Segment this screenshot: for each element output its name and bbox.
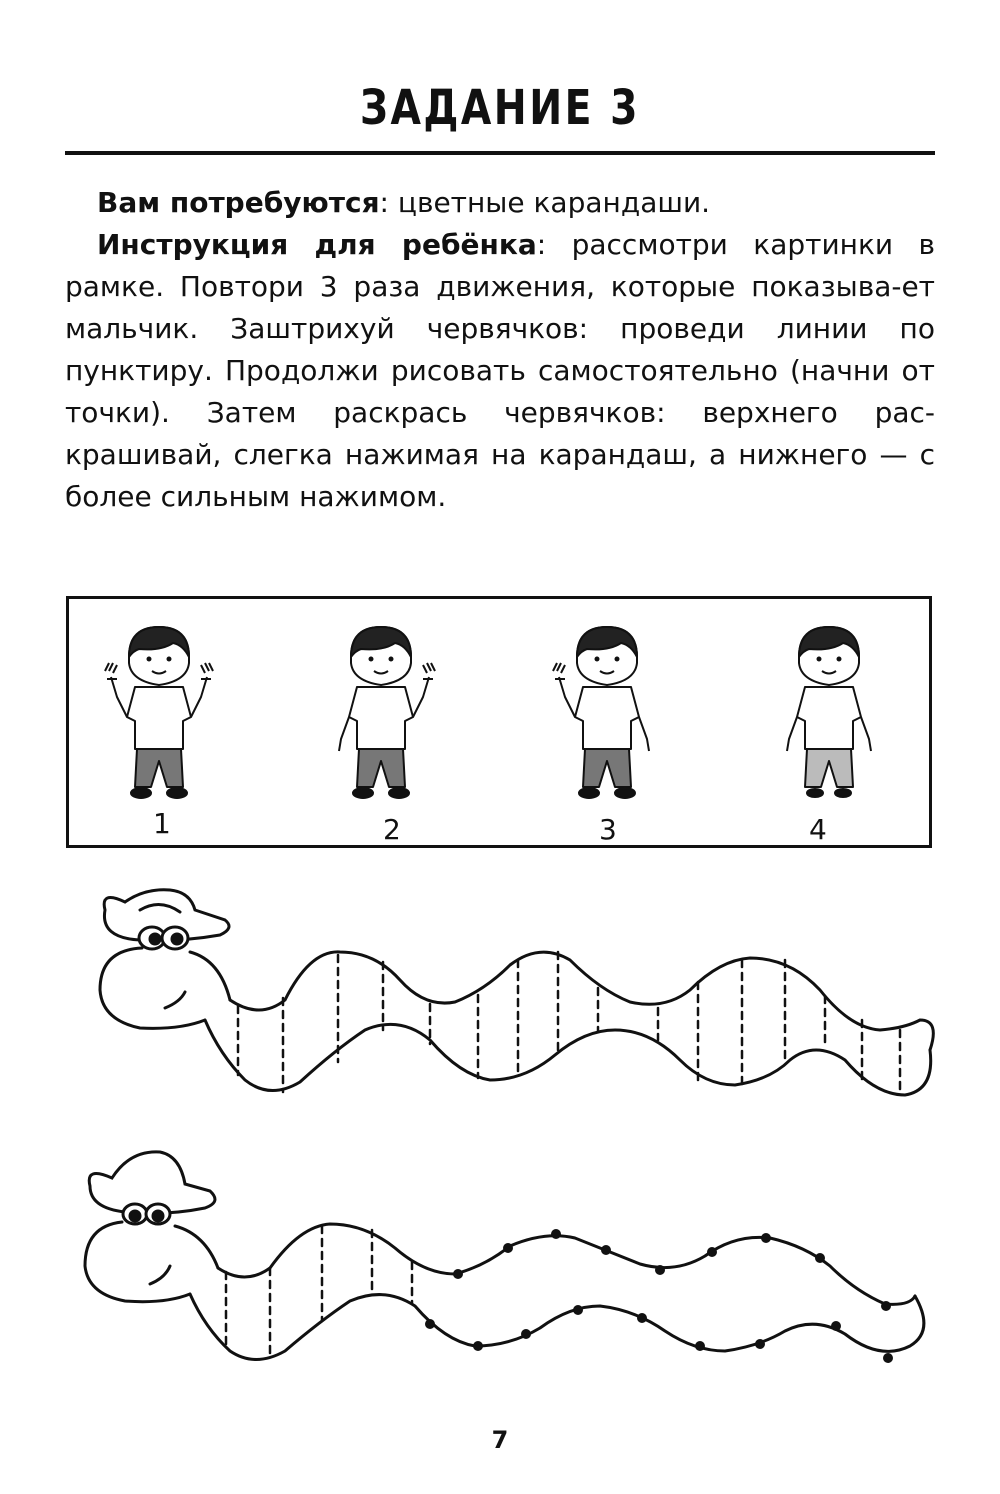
- instruction-paragraph: [65, 224, 935, 518]
- materials-text: : цветные карандаши.: [379, 186, 711, 219]
- instruction-label: Инструкция для ребёнка: [97, 228, 537, 261]
- figure-number-1: 1: [153, 807, 171, 840]
- figure-number-3: 3: [599, 813, 617, 846]
- boy-figure-4: [769, 621, 889, 806]
- worm-bottom: [0, 1146, 1000, 1386]
- page-number: 7: [491, 1426, 509, 1454]
- page-title: ЗАДАНИЕ 3: [360, 80, 640, 136]
- boy-figure-1: [99, 621, 219, 806]
- title-divider: [65, 151, 935, 155]
- boy-figure-3: [547, 621, 667, 806]
- worm-top: [0, 880, 1000, 1120]
- figure-number-2: 2: [383, 813, 401, 846]
- figure-number-4: 4: [809, 813, 827, 846]
- materials-label: Вам потребуются: [97, 186, 380, 219]
- boy-figure-2: [321, 621, 441, 806]
- materials-paragraph: [65, 182, 935, 224]
- movement-frame: [66, 596, 932, 848]
- instruction-text: : рассмотри картинки в рамке. Повтори 3 раза движения, которые показыва-ет мальчик. Заштрихуй червячков: проведи линии по пунктиру. Продолжи рисовать самостоятельно (начни от точки). Затем раскрась червячков: верхнего рас-крашивай, слегка нажимая на карандаш, а нижнего — с более сильным нажимом.: [65, 228, 935, 513]
